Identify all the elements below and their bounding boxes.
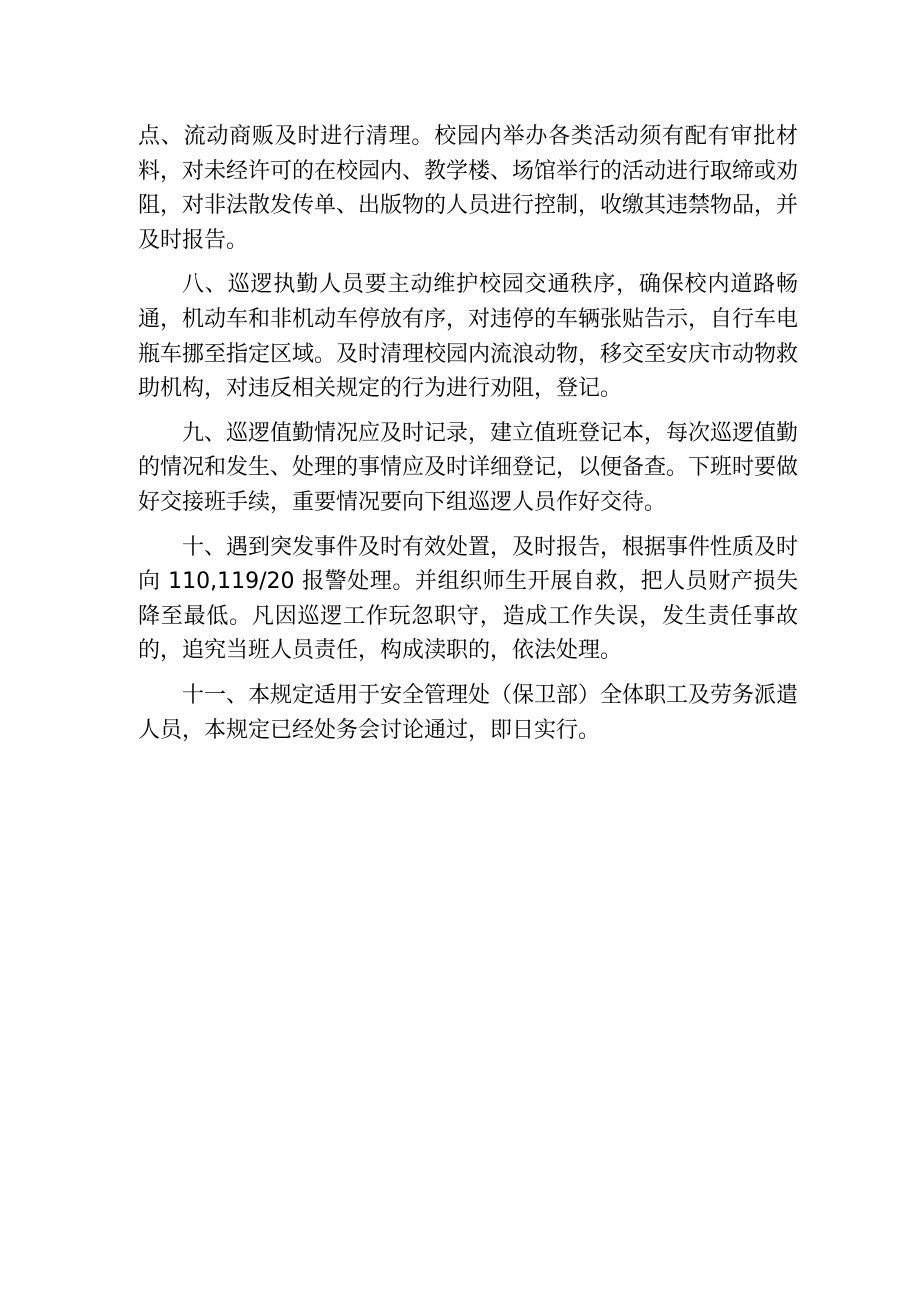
paragraph-item-8: 八、巡逻执勤人员要主动维护校园交通秩序，确保校内道路畅通，机动车和非机动车停放有序，对违停的车辆张贴告示，自行车电瓶车挪至指定区域。及时清理校园内流浪动物，移交至安庆市动物救助机构，对违反相关规定的行为进行劝阻，登记。 — [138, 272, 799, 402]
paragraph-item-10: 十、遇到突发事件及时有效处置，及时报告，根据事件性质及时向 110,119/20 报警处理。并组织师生开展自救，把人员财产损失降至最低。凡因巡逻工作玩忽职守，造成工作失误，发生责任事故的，追究当班人员责任，构成渎职的，依法处理。 — [138, 534, 799, 664]
paragraph-item-7-continued: 点、流动商贩及时进行清理。校园内举办各类活动须有配有审批材料，对未经许可的在校园内、教学楼、场馆举行的活动进行取缔或劝阻，对非法散发传单、出版物的人员进行控制，收缴其违禁物品，并及时报告。 — [138, 124, 799, 253]
paragraph-item-9: 九、巡逻值勤情况应及时记录，建立值班登记本，每次巡逻值勤的情况和发生、处理的事情应及时详细登记，以便备查。下班时要做好交接班手续，重要情况要向下组巡逻人员作好交待。 — [138, 420, 799, 515]
document-body — [138, 120, 798, 748]
paragraph-item-11: 十一、本规定适用于安全管理处（保卫部）全体职工及劳务派遣人员，本规定已经处务会讨论通过，即日实行。 — [138, 682, 799, 743]
